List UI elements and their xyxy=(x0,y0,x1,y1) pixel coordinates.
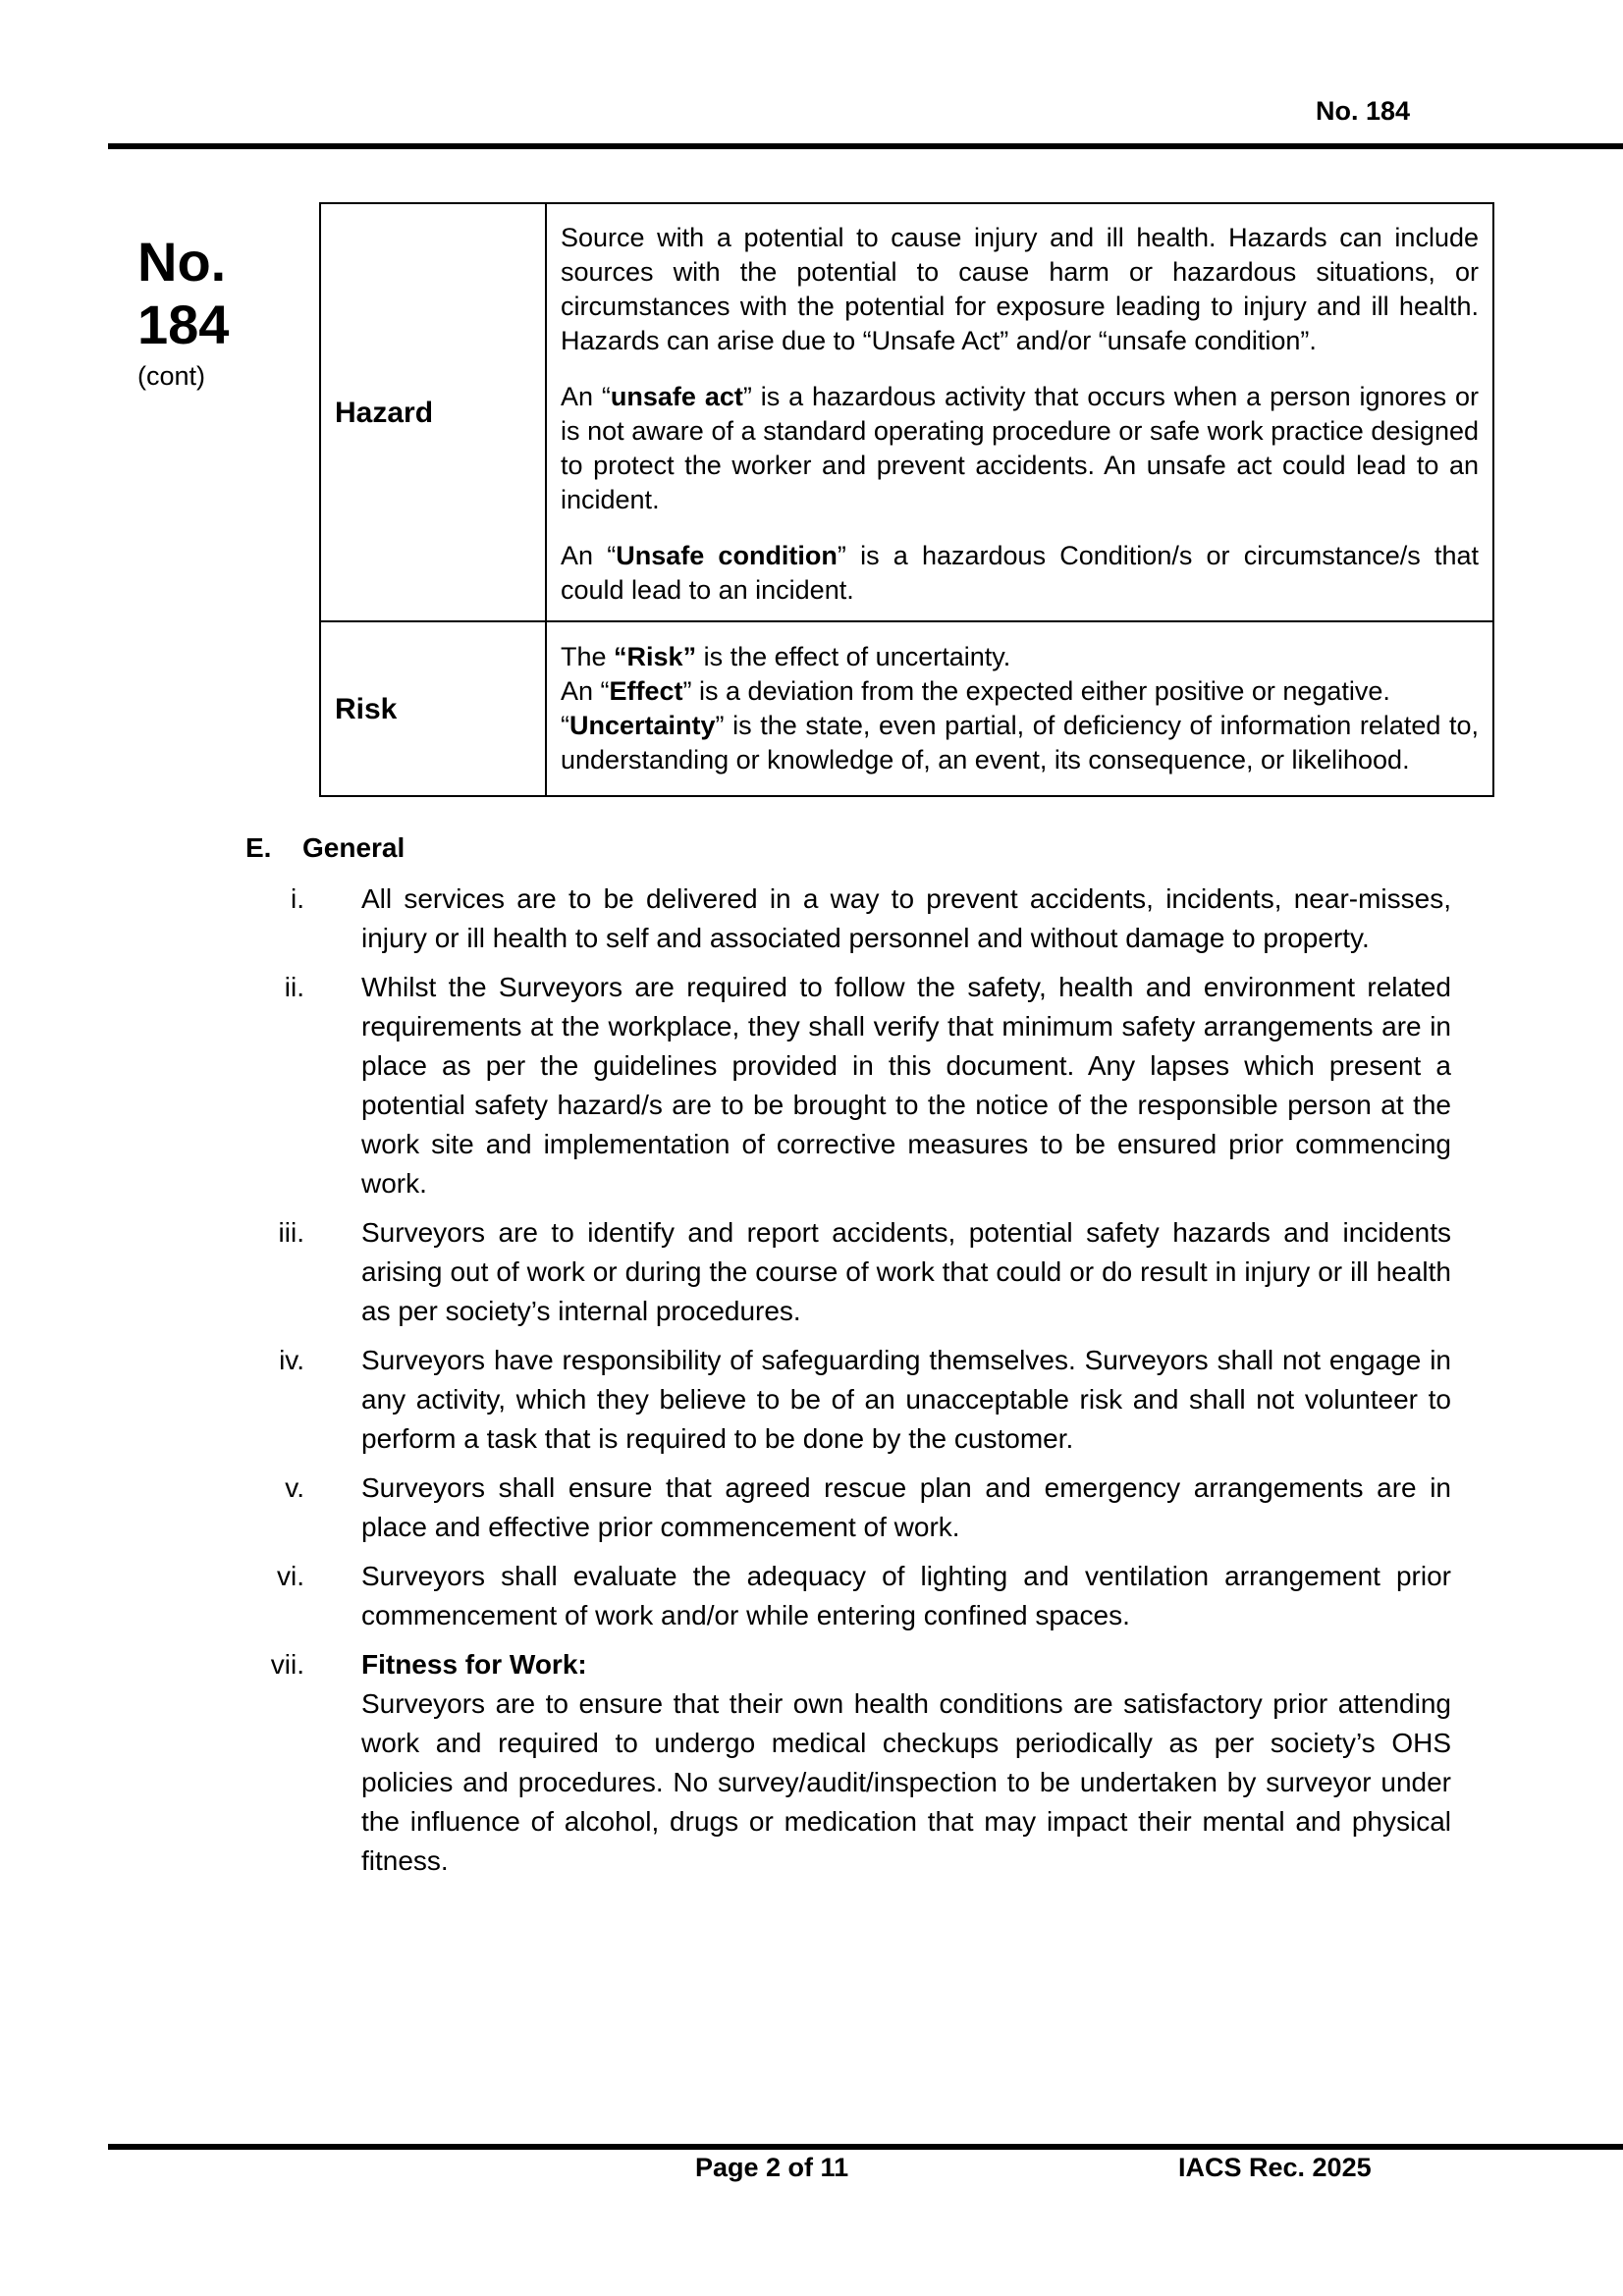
header-rule xyxy=(108,143,1623,149)
definitions-table xyxy=(319,202,1494,797)
item-text: Surveyors have responsibility of safeguarding themselves. Surveyors shall not engage in any activity, which they believe to be of an unacceptable risk and shall not volunteer to perform a task that is required to be done by the customer. xyxy=(361,1345,1451,1454)
list-item xyxy=(236,1213,1451,1331)
table-row xyxy=(320,621,1493,796)
item-text: Surveyors shall evaluate the adequacy of lighting and ventilation arrangement prior commencement of work and/or while entering confined spaces. xyxy=(361,1561,1451,1630)
item-number: iii. xyxy=(278,1217,304,1248)
header-doc-number: No. 184 xyxy=(1316,96,1411,126)
term-hazard: Hazard xyxy=(320,203,546,621)
sidebar-cont: (cont) xyxy=(137,361,206,391)
footer-rule xyxy=(108,2144,1623,2150)
item-number: v. xyxy=(285,1472,304,1503)
effect-line: An “Effect” is a deviation from the expected either positive or negative. xyxy=(561,676,1390,706)
item-number: vi. xyxy=(277,1561,304,1591)
sidebar-no-label: No. xyxy=(137,231,227,293)
list-item xyxy=(236,1341,1451,1459)
list-item xyxy=(236,1468,1451,1547)
item-text: Surveyors are to identify and report accidents, potential safety hazards and incidents arising out of work or during the course of work that could or do result in injury or ill health as per society’s internal procedures. xyxy=(361,1217,1451,1326)
risk-line: The “Risk” is the effect of uncertainty. xyxy=(561,642,1011,671)
list-item xyxy=(236,968,1451,1203)
general-list xyxy=(236,880,1451,1891)
unsafe-act-paragraph: An “unsafe act” is a hazardous activity that occurs when a person ignores or is not aware of a standard operating procedure or safe work practice designed to protect the worker and prevent accidents. An unsafe act could lead to an incident. xyxy=(561,382,1479,514)
uncertainty-line: “Uncertainty” is the state, even partial, of deficiency of information related to, understanding or knowledge of, an event, its consequence, or likelihood. xyxy=(561,711,1479,774)
list-item xyxy=(236,1645,1451,1881)
item-number: ii. xyxy=(284,972,304,1002)
definition-risk xyxy=(546,621,1493,796)
table-row xyxy=(320,203,1493,621)
item-text: Surveyors shall ensure that agreed rescue plan and emergency arrangements are in place and effective prior commencement of work. xyxy=(361,1472,1451,1542)
item-text: Surveyors are to ensure that their own health conditions are satisfactory prior attending work and required to undergo medical checkups periodically as per society’s OHS policies and procedures. No survey/audit/inspection to be undertaken by surveyor under the influence of alcohol, drugs or medication that may impact their mental and physical fitness. xyxy=(361,1688,1451,1876)
item-number: iv. xyxy=(279,1345,304,1375)
definition-hazard xyxy=(546,203,1493,621)
unsafe-condition-paragraph: An “Unsafe condition” is a hazardous Condition/s or circumstance/s that could lead to an incident. xyxy=(561,541,1479,605)
hazard-paragraph: Source with a potential to cause injury and ill health. Hazards can include sources with the potential to cause harm or hazardous situations, or circumstances with the potential for exposure leading to injury and ill health. Hazards can arise due to “Unsafe Act” and/or “unsafe condition”. xyxy=(561,223,1479,355)
sidebar-number: 184 xyxy=(137,294,230,355)
footer-page: Page 2 of 11 xyxy=(695,2153,849,2182)
list-item xyxy=(236,1557,1451,1635)
item-text: All services are to be delivered in a way to prevent accidents, incidents, near-misses, injury or ill health to self and associated personnel and without damage to property. xyxy=(361,883,1451,953)
section-title xyxy=(245,832,405,864)
term-risk: Risk xyxy=(320,621,546,796)
section-title-text: General xyxy=(302,832,406,863)
item-subtitle: Fitness for Work: xyxy=(361,1649,587,1680)
item-number: vii. xyxy=(270,1649,304,1680)
item-number: i. xyxy=(291,883,304,914)
section-letter: E. xyxy=(245,832,272,863)
footer-rec: IACS Rec. 2025 xyxy=(1178,2153,1372,2182)
list-item xyxy=(236,880,1451,958)
item-text: Whilst the Surveyors are required to follow the safety, health and environment related requirements at the workplace, they shall verify that minimum safety arrangements are in place as per the guidelines provided in this document. Any lapses which present a potential safety hazard/s are to be brought to the notice of the responsible person at the work site and implementation of corrective measures to be ensured prior commencing work. xyxy=(361,972,1451,1199)
